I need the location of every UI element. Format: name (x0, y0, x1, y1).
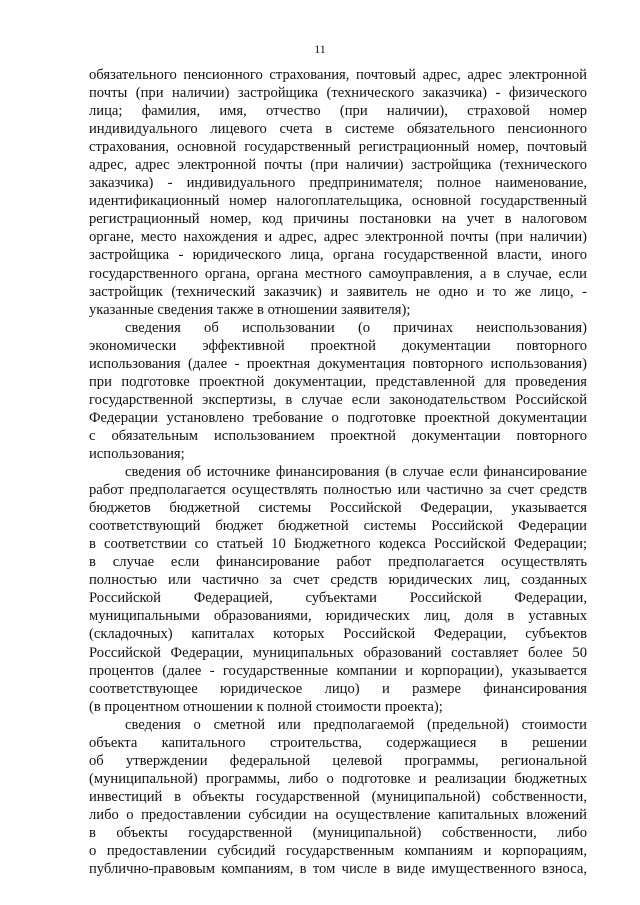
text-line: процентов (далее - государственные компании и корпорации), указывается (89, 662, 587, 679)
text-line: заказчика) - индивидуального предпринимателя; полное наименование, (89, 175, 587, 192)
text-line: Федерации установлено требование о подготовке проектной документации (89, 409, 587, 426)
text-line: почты (при наличии) застройщика (технического заказчика) - физического (89, 85, 587, 102)
text-line: использования (далее - проектная документация повторного использования) (89, 355, 587, 372)
text-line: государственной экспертизы, в случае если законодательством Российской (89, 391, 587, 408)
text-line: инвестиций в объекты государственной (муниципальной) собственности, (89, 788, 587, 805)
text-line: адрес, адрес электронной почты (при наличии) застройщика (технического (89, 157, 587, 174)
text-line: соответствующее юридическое лицо) и размере финансирования (89, 680, 587, 697)
text-line: индивидуального лицевого счета в системе обязательного пенсионного (89, 121, 587, 138)
text-line: государственного органа, органа местного самоуправления, а в случае, если (89, 265, 587, 282)
text-line: застройщика - юридического лица, органа государственной власти, иного (89, 247, 587, 264)
text-line: при подготовке проектной документации, представленной для проведения (89, 373, 587, 390)
text-line: указанные сведения также в отношении заявителя); (89, 301, 411, 318)
text-line: обязательного пенсионного страхования, почтовый адрес, адрес электронной (89, 67, 587, 83)
text-line: в объекты государственной (муниципальной) собственности, либо (89, 824, 587, 841)
text-line: (складочных) капиталах которых Российской Федерации, субъектов (89, 626, 587, 643)
text-line: о предоставлении субсидий государственным компаниям и корпорациям, (89, 843, 587, 860)
paragraph-funding-source (89, 463, 587, 716)
text-line: (муниципальной) программы, либо о подготовке и реализации бюджетных (89, 770, 587, 787)
page-number: 11 (314, 42, 326, 56)
text-line: сведения об использовании (о причинах неиспользования) (125, 319, 587, 336)
text-line: лица; фамилия, имя, отчество (при наличии), страховой номер (89, 103, 587, 120)
text-line: в соответствии со статьей 10 Бюджетного кодекса Российской Федерации; (89, 536, 587, 553)
text-line: экономически эффективной проектной документации повторного (89, 337, 587, 354)
text-line: органе, место нахождения и адрес, адрес электронной почты (при наличии) (89, 229, 587, 246)
text-line: либо о предоставлении субсидии на осуществление капитальных вложений (89, 806, 587, 823)
text-line: работ предполагается осуществлять полностью или частично за счет средств (89, 482, 587, 499)
text-line: страхования, основной государственный регистрационный номер, почтовый (89, 139, 587, 156)
paragraph-reuse-documentation (89, 319, 587, 463)
document-body (89, 66, 587, 878)
text-line: полностью или частично за счет средств юридических лиц, созданных (89, 572, 587, 589)
text-line: застройщик (технический заказчик) и заявитель не одно и то же лицо, - (89, 283, 587, 300)
text-line: использования; (89, 445, 185, 462)
text-line: объекта капитального строительства, содержащиеся в решении (89, 734, 587, 751)
text-line: соответствующий бюджет бюджетной системы Российской Федерации (89, 518, 587, 535)
paragraph-cost-estimate (89, 716, 587, 878)
text-line: (в процентном отношении к полной стоимости проекта); (89, 698, 443, 715)
text-line: сведения о сметной или предполагаемой (предельной) стоимости (125, 716, 587, 733)
text-line: об утверждении федеральной целевой программы, региональной (89, 752, 587, 769)
text-line: идентификационный номер налогоплательщика, основной государственный (89, 193, 587, 210)
text-line: Российской Федерацией, субъектами Российской Федерации, (89, 590, 587, 607)
text-line: бюджетов бюджетной системы Российской Федерации, указывается (89, 500, 587, 517)
text-line: муниципальными образованиями, юридических лиц, доля в уставных (89, 608, 587, 625)
text-line: Российской Федерации, муниципальных образований составляет более 50 (89, 644, 587, 661)
text-line: с обязательным использованием проектной документации повторного (89, 427, 587, 444)
text-line: регистрационный номер, код причины постановки на учет в налоговом (89, 211, 587, 228)
paragraph-applicant-info (89, 66, 587, 319)
text-line: публично-правовым компаниям, в том числе в виде имущественного взноса, (89, 861, 587, 878)
text-line: в случае если финансирование работ предполагается осуществлять (89, 554, 587, 571)
text-line: сведения об источнике финансирования (в случае если финансирование (125, 464, 587, 481)
